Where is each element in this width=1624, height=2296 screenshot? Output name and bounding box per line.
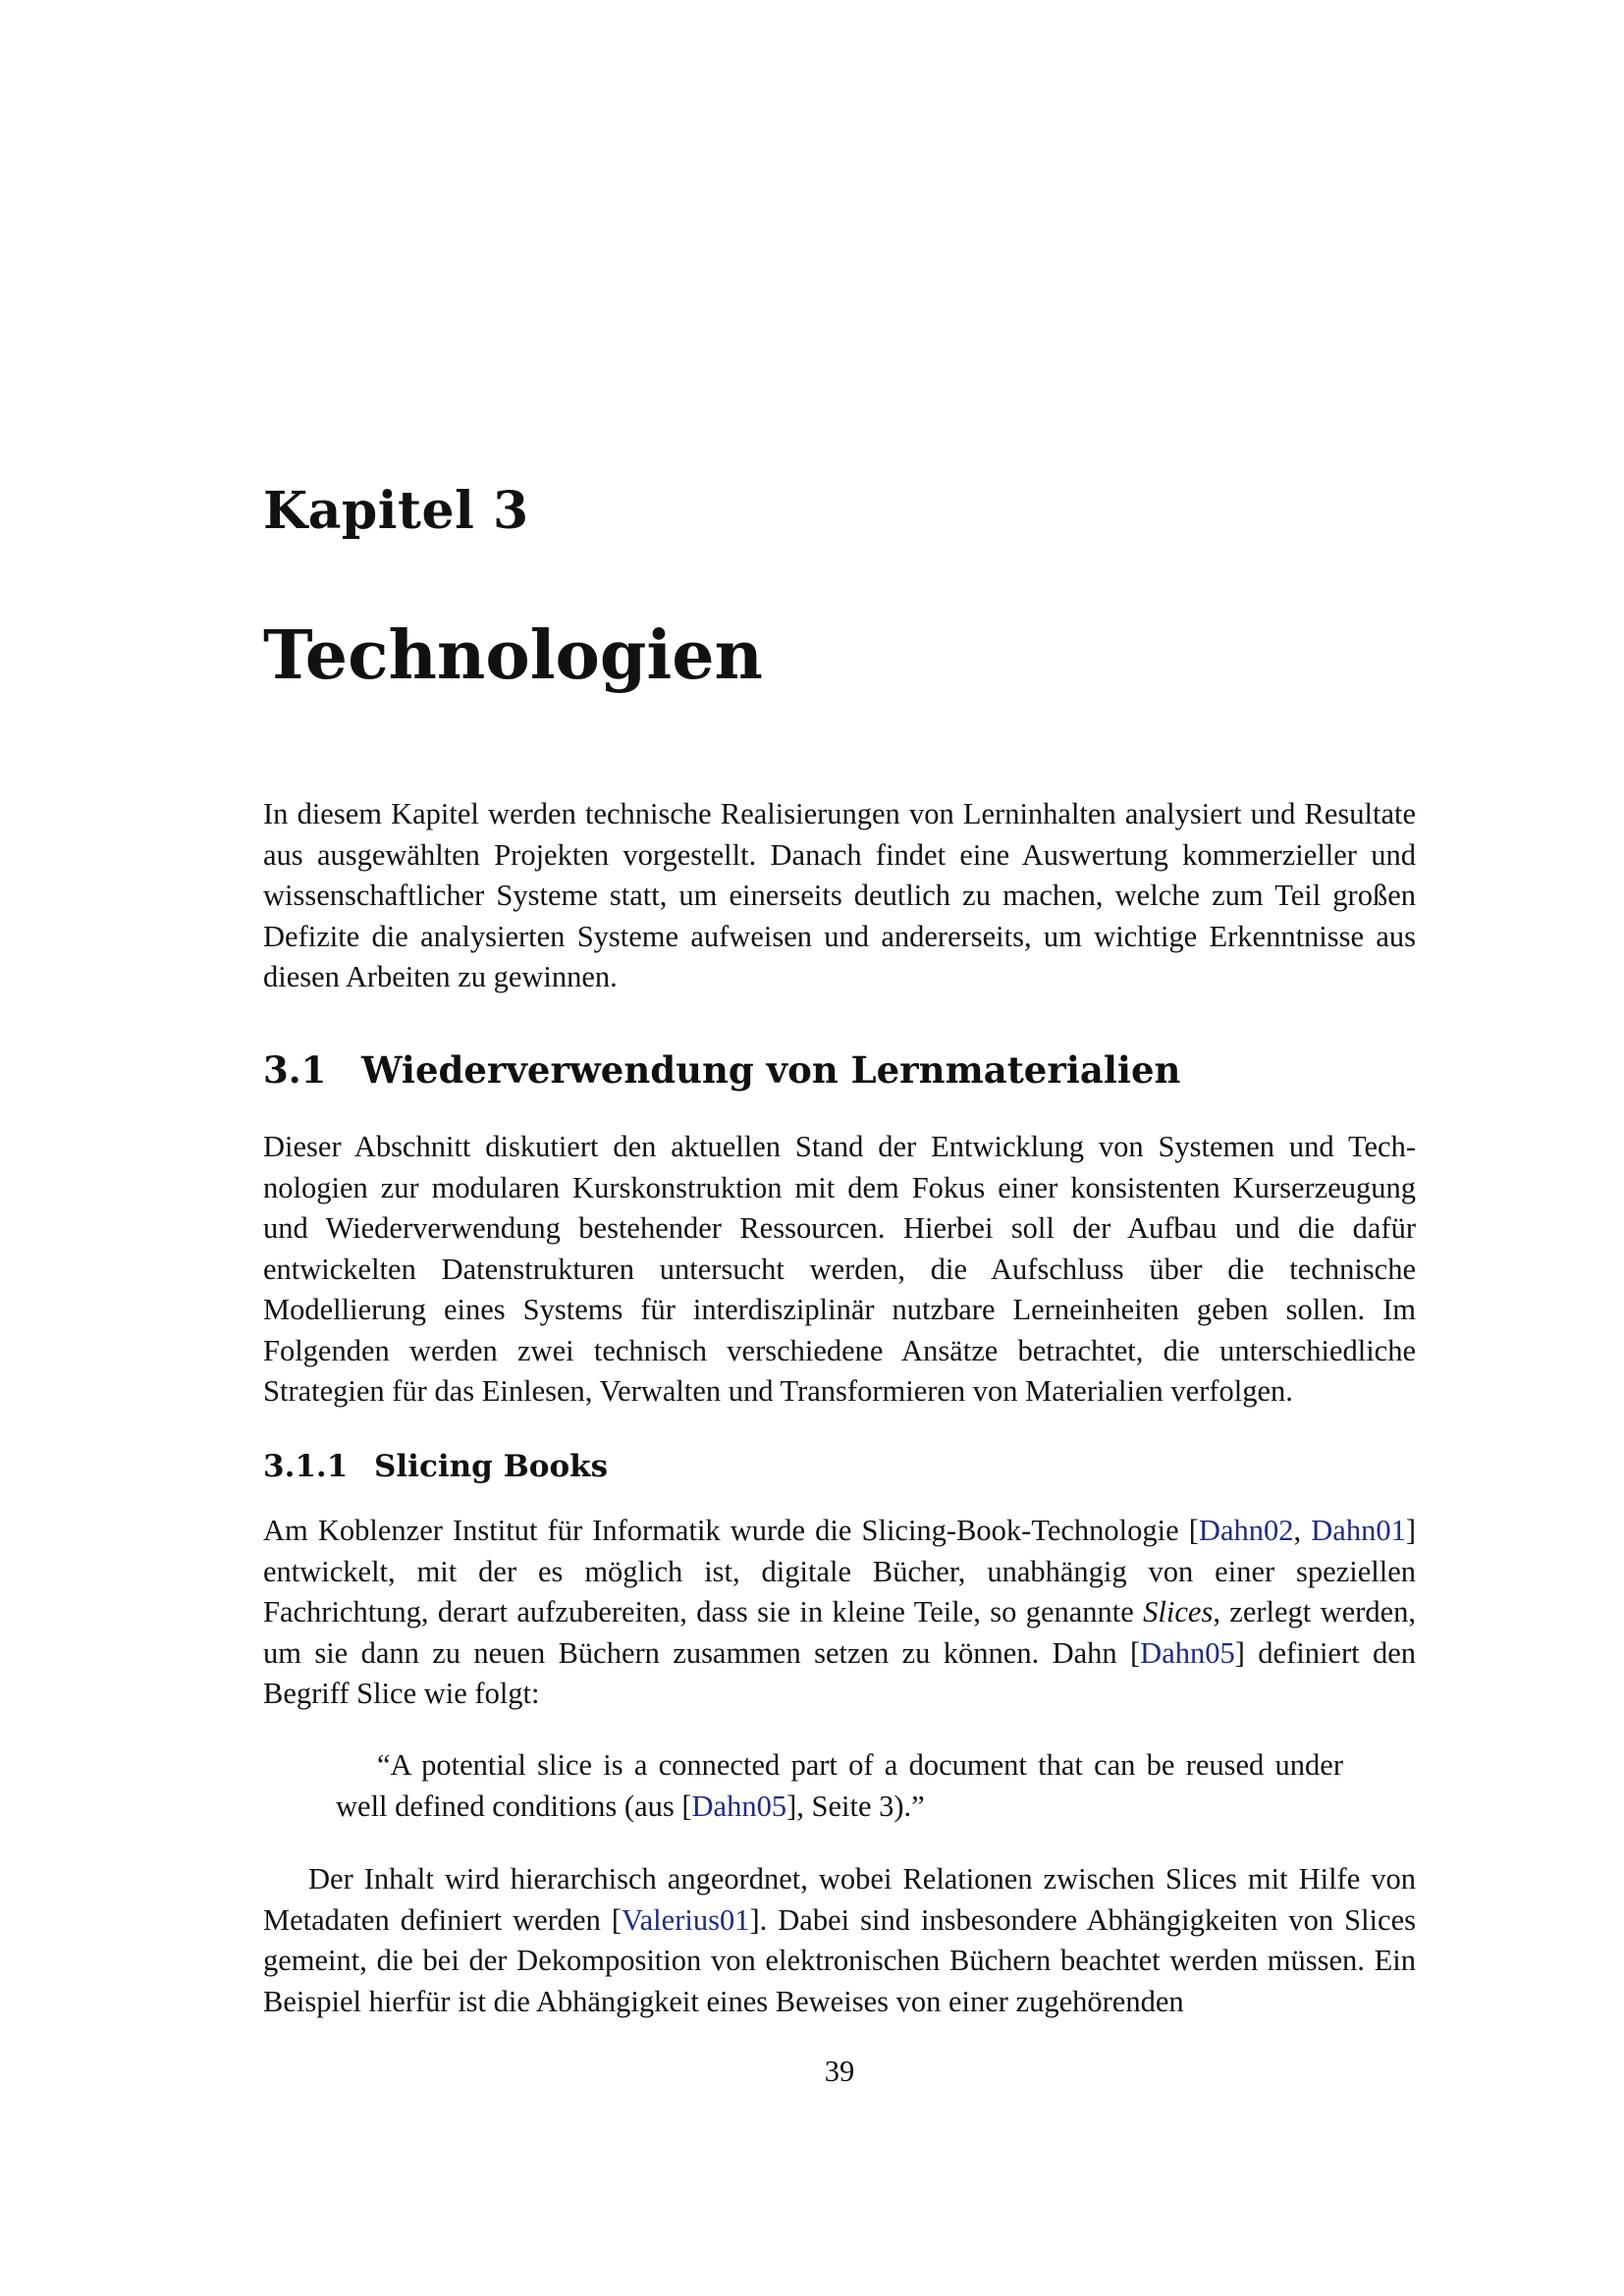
intro-paragraph-block xyxy=(263,794,1416,998)
citation-link-dahn05-quote[interactable]: Dahn05 xyxy=(691,1789,787,1823)
text-run: ], Seite 3).” xyxy=(786,1789,925,1823)
citation-link-dahn05[interactable]: Dahn05 xyxy=(1140,1635,1235,1670)
block-quote xyxy=(336,1745,1343,1827)
text-run: Der Inhalt wird hierarchisch angeordnet, wobei Relationen zwischen Slices mit Hilfe von Metadaten definiert werden [ xyxy=(263,1862,1416,1937)
continuation-paragraph-block xyxy=(263,1859,1416,2022)
text-run: ]. Dabei sind insbesondere Abhängigkeiten von Slices gemeint, die bei der Dekomposition von elektronischen Büchern beachtet werden müssen. Ein Beispiel hierfür ist die Abhängigkeit eines Beweises von einer zugehörenden xyxy=(263,1902,1416,2018)
text-run: “A potential slice is a connected part of a document that can be reused under well defined conditions (aus [ xyxy=(336,1748,1343,1823)
quote-text xyxy=(336,1745,1343,1827)
chapter-title: Technologien xyxy=(263,616,763,695)
section-paragraph: Dieser Abschnitt diskutiert den aktuellen Stand der Entwicklung von Systemen und Technologien zur modularen Kurskonstruktion mit dem Fokus einer konsistenten Kurserzeugung und Wiederverwendung bestehender Ressourcen. Hierbei soll der Aufbau und die dafür entwickelten Datenstrukturen untersucht werden, die Aufschluss über die technische Modellierung eines Systems für interdisziplinär nutzbare Lerneinheiten geben sollen. Im Folgenden werden zwei technisch verschiedene Ansätze betrachtet, die unterschiedliche Strategien für das Einlesen, Verwalten und Transformieren von Materialien verfolgen. xyxy=(263,1130,1416,1408)
subsection-paragraph xyxy=(263,1511,1416,1715)
citation-link-valerius01[interactable]: Valerius01 xyxy=(622,1902,750,1937)
section-heading xyxy=(263,1048,1180,1092)
subsection-number: 3.1.1 xyxy=(263,1449,349,1484)
subsection-heading xyxy=(263,1449,608,1484)
text-run: Am Koblenzer Institut für Informatik wurde die Slicing-Book-Technologie [ xyxy=(263,1514,1199,1547)
page-number: 39 xyxy=(824,2055,855,2088)
citation-link-dahn02[interactable]: Dahn02 xyxy=(1198,1514,1294,1547)
emphasis-slices: Slices xyxy=(1143,1595,1214,1629)
section-paragraph-block xyxy=(263,1127,1416,1413)
text-run: , xyxy=(1293,1514,1312,1547)
citation-link-dahn01[interactable]: Dahn01 xyxy=(1311,1514,1406,1547)
subsection-paragraph-block xyxy=(263,1511,1416,1715)
subsection-title: Slicing Books xyxy=(374,1449,609,1484)
text-run: , zerlegt werden, um sie dann zu neuen Büchern zusammen setzen zu können. Dahn [ xyxy=(263,1595,1416,1670)
intro-paragraph: In diesem Kapitel werden technische Realisierungen von Lerninhalten analysiert und Resultate aus ausgewählten Projekten vorgestellt. Danach findet eine Auswertung kommerzieller und wissenschaftlicher Systeme statt, um einerseits deutlich zu machen, welche zum Teil großen Defizite die analysierten Systeme aufweisen und andererseits, um wichtige Erkenntnisse aus diesen Arbeiten zu gewinnen. xyxy=(263,797,1416,993)
section-number: 3.1 xyxy=(263,1048,327,1092)
text-run: ] definiert den Begriff Slice wie folgt: xyxy=(263,1635,1416,1710)
chapter-label: Kapitel 3 xyxy=(263,481,529,541)
text-run: ] entwickelt, mit der es möglich ist, digitale Bücher, unabhängig von einer speziellen Fachrichtung, derart aufzubereiten, dass sie in kleine Teile, so genannte xyxy=(263,1514,1416,1629)
continuation-paragraph xyxy=(263,1859,1416,2022)
section-title: Wiederverwendung von Lernmaterialien xyxy=(361,1048,1181,1092)
